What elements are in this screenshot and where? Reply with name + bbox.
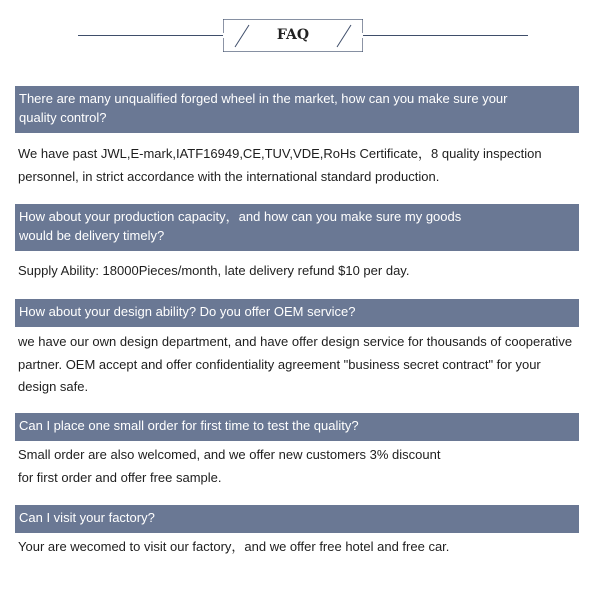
faq-answer-text: Your are wecomed to visit our factory，and we offer free hotel and free car. — [18, 539, 450, 554]
faq-question-bar — [15, 86, 579, 133]
faq-question-bar — [15, 299, 579, 327]
faq-answer-text: Small order are also welcomed, and we offer new customers 3% discount for first order and offer free sample. — [18, 447, 441, 485]
faq-question-bar — [15, 413, 579, 441]
faq-title: FAQ — [276, 27, 310, 43]
header-divider-right — [363, 35, 528, 36]
faq-answer-text: we have our own design department, and have offer design service for thousands of cooperative partner. OEM accept and offer confidentiality agreement "business secret contract" for your design safe. — [18, 334, 573, 394]
faq-question-text: How about your production capacity，and how can you make sure my goods would be delivery timely? — [19, 209, 462, 243]
faq-question-text: Can I place one small order for first time to test the quality? — [19, 418, 359, 433]
faq-question-bar — [15, 204, 579, 251]
faq-question-text: Can I visit your factory? — [19, 510, 155, 525]
faq-question-bar — [15, 505, 579, 533]
header-divider-left — [78, 35, 223, 36]
faq-title-frame — [223, 19, 363, 52]
faq-question-text: How about your design ability? Do you offer OEM service? — [19, 304, 356, 319]
faq-answer-text: Supply Ability: 18000Pieces/month, late delivery refund $10 per day. — [18, 263, 410, 278]
faq-answer-text: We have past JWL,E-mark,IATF16949,CE,TUV,VDE,RoHs Certificate，8 quality inspection personnel, in strict accordance with the international standard production. — [18, 146, 542, 184]
faq-header — [0, 0, 600, 60]
faq-question-text: There are many unqualified forged wheel in the market, how can you make sure your quality control? — [19, 91, 508, 125]
